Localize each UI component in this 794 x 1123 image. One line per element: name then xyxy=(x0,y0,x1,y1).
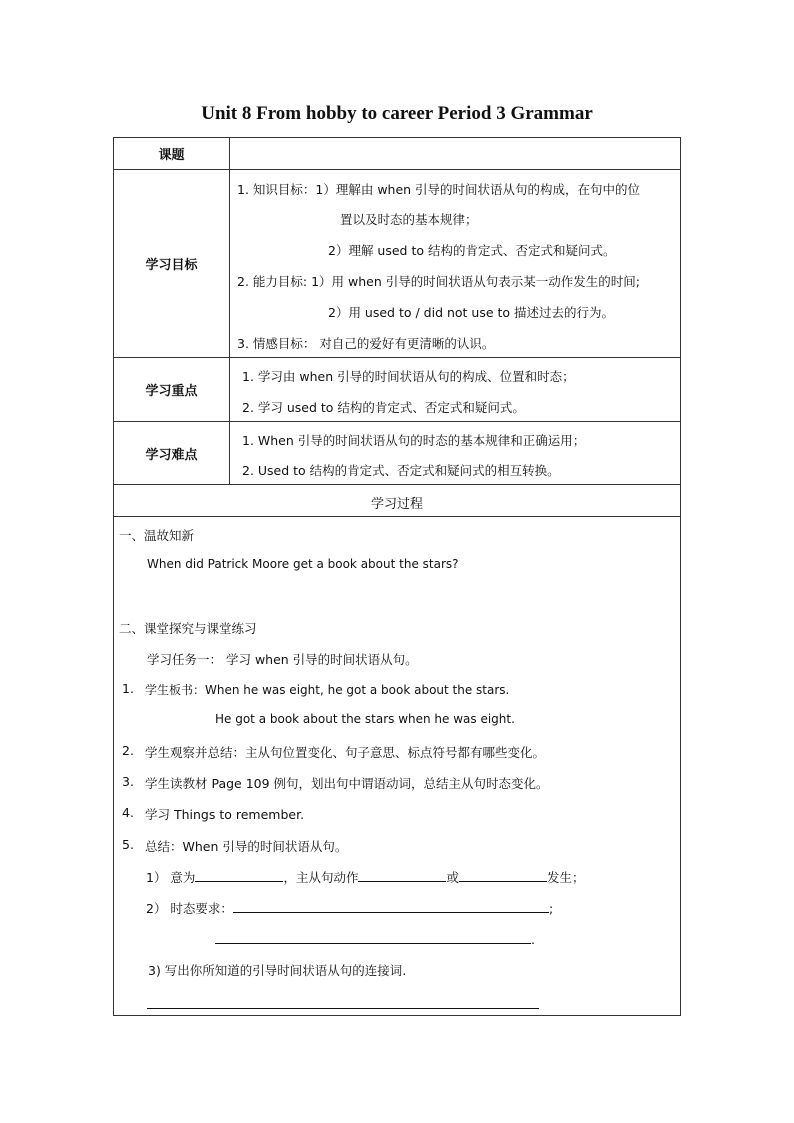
row-process-header xyxy=(114,485,680,517)
item-number: 3. xyxy=(122,774,134,789)
objective-line: 置以及时态的基本规律； xyxy=(340,212,478,227)
objective-line: 3. 情感目标： 对自己的爱好有更清晰的认识。 xyxy=(237,336,495,351)
objectives-content xyxy=(230,170,680,357)
item-number: 4. xyxy=(122,805,134,820)
fill-blank[interactable] xyxy=(358,868,446,882)
key-points-content xyxy=(230,358,680,421)
key-point-line: 2. 学习 used to 结构的肯定式、否定式和疑问式。 xyxy=(242,400,525,415)
fill-blank[interactable] xyxy=(215,930,531,944)
key-point-line: 1. 学习由 when 引导的时间状语从句的构成、位置和时态； xyxy=(242,369,575,384)
sub-item-1 xyxy=(146,868,584,886)
sub-1-text-b: ，主从句动作 xyxy=(283,870,359,885)
row-topic xyxy=(114,138,680,170)
sub-item-2-line-2 xyxy=(215,930,535,947)
process-body xyxy=(114,517,680,1015)
sub-2-text: 2） 时态要求： xyxy=(146,901,233,916)
item-number: 5. xyxy=(122,837,134,852)
row-objectives xyxy=(114,170,680,358)
topic-value xyxy=(230,138,680,169)
sub-1-text-d: 发生； xyxy=(546,870,585,885)
item-3-text: 学生读教材 Page 109 例句，划出句中谓语动词，总结主从句时态变化。 xyxy=(145,776,549,791)
difficulty-line: 2. Used to 结构的肯定式、否定式和疑问式的相互转换。 xyxy=(242,463,560,478)
objective-line: 1. 知识目标：1）理解由 when 引导的时间状语从句的构成，在句中的位 xyxy=(237,182,641,197)
document-title: Unit 8 From hobby to career Period 3 Grammar xyxy=(201,103,593,124)
section-2-title: 二、课堂探究与课堂练习 xyxy=(119,621,257,636)
difficulties-label: 学习难点 xyxy=(114,422,230,484)
row-difficulties xyxy=(114,422,680,485)
objective-line: 2）用 used to / did not use to 描述过去的行为。 xyxy=(328,305,615,320)
answer-line[interactable] xyxy=(147,1008,539,1009)
item-number: 2. xyxy=(122,743,134,758)
item-number: 1. xyxy=(122,681,134,696)
difficulties-content xyxy=(230,422,680,484)
objective-line: 2. 能力目标: 1）用 when 引导的时间状语从句表示某一动作发生的时间; xyxy=(237,274,640,289)
sub-1-text-c: 或 xyxy=(446,870,459,885)
sub-1-text-a: 1） 意为 xyxy=(146,870,196,885)
lesson-plan-table xyxy=(113,137,681,1016)
section-1-title: 一、温故知新 xyxy=(119,528,195,543)
sub-item-3: 3) 写出你所知道的引导时间状语从句的连接词. xyxy=(148,963,407,978)
row-key-points xyxy=(114,358,680,422)
sub-2-end: ; xyxy=(548,901,554,916)
item-2-text: 学生观察并总结：主从句位置变化、句子意思、标点符号都有哪些变化。 xyxy=(145,745,546,760)
fill-blank[interactable] xyxy=(233,899,549,913)
key-points-label: 学习重点 xyxy=(114,358,230,421)
item-1-text-b: He got a book about the stars when he was eight. xyxy=(215,712,515,726)
sub-item-2 xyxy=(146,899,553,917)
task-1: 学习任务一： 学习 when 引导的时间状语从句。 xyxy=(147,652,418,667)
process-header: 学习过程 xyxy=(370,497,423,512)
item-4-text: 学习 Things to remember. xyxy=(145,807,305,822)
section-1-question: When did Patrick Moore get a book about the stars? xyxy=(147,557,459,571)
difficulty-line: 1. When 引导的时间状语从句的时态的基本规律和正确运用； xyxy=(242,433,586,448)
objectives-label: 学习目标 xyxy=(114,170,230,357)
sub-2-end-2: . xyxy=(531,932,535,947)
item-1-text: 学生板书：When he was eight, he got a book about the stars. xyxy=(145,683,510,697)
fill-blank[interactable] xyxy=(195,868,283,882)
fill-blank[interactable] xyxy=(459,868,547,882)
topic-label: 课题 xyxy=(114,138,230,169)
item-5-text: 总结：When 引导的时间状语从句。 xyxy=(145,839,348,854)
objective-line: 2）理解 used to 结构的肯定式、否定式和疑问式。 xyxy=(328,243,616,258)
